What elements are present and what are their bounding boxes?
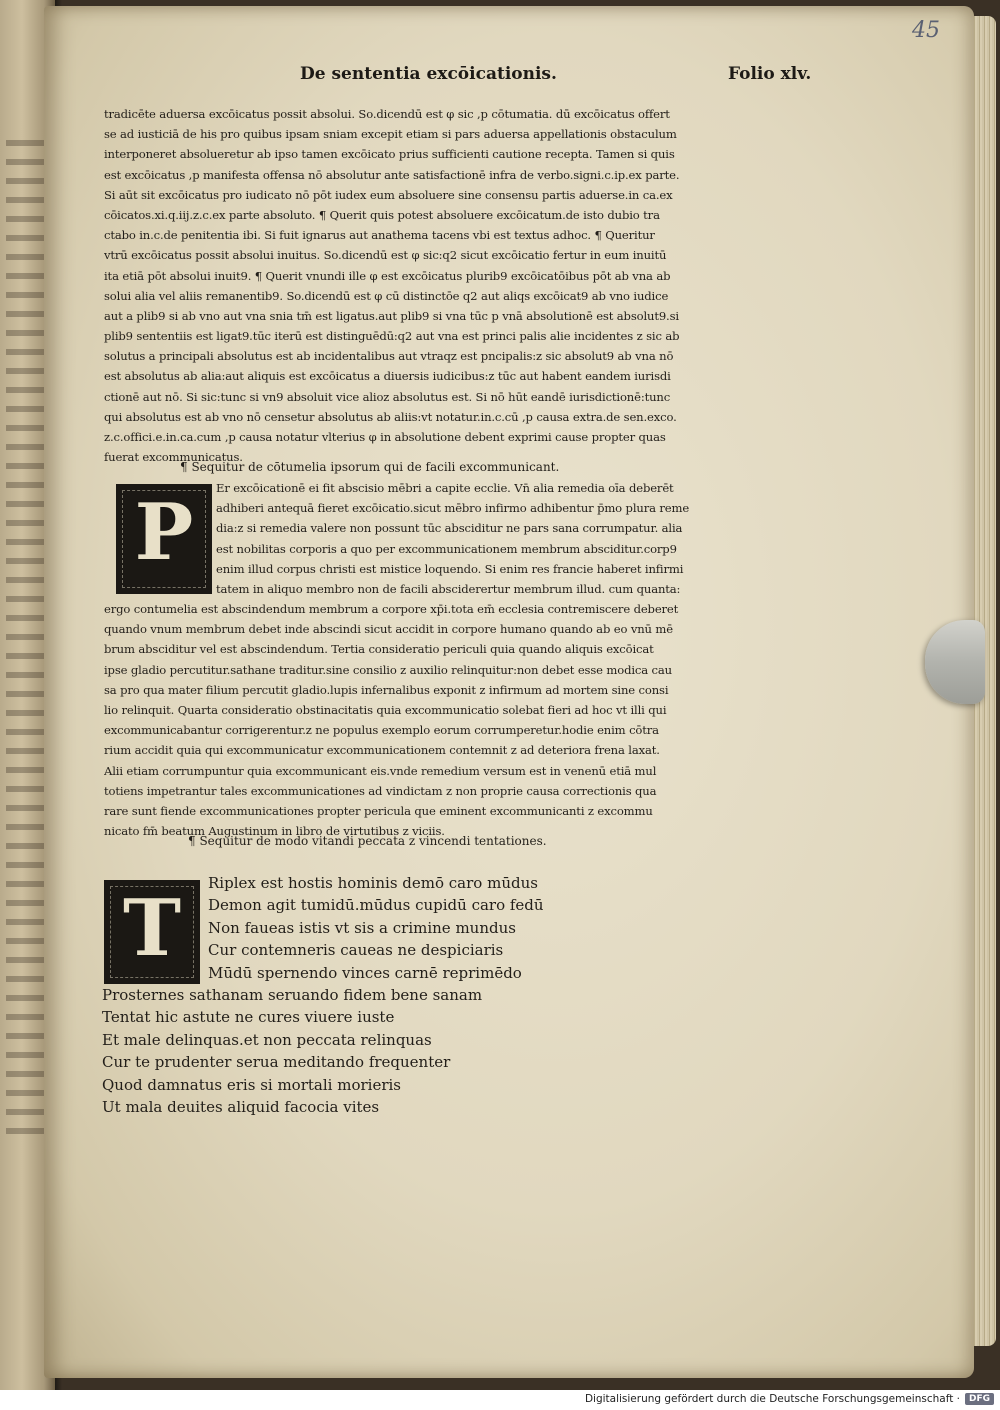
verse-line: Ut mala deuites aliquid facocia vites	[102, 1097, 380, 1116]
verse-line: Demon agit tumidū.mūdus cupidū caro fedū	[208, 896, 544, 915]
text-line: z.c.offici.e.in.ca.cum ,p causa notatur vlterius φ in absolutione debent exprimi cause propter quas	[104, 430, 666, 444]
text-line: ipse gladio percutitur.sathane traditur.sine consilio z auxilio relinquitur:non debet esse modica cau	[104, 662, 672, 677]
text-line: interponeret absolueretur ab ipso tamen excōicato prius sufficienti cautione recepta. Tamen si quis	[104, 147, 675, 162]
drop-cap-p	[116, 484, 212, 594]
digitization-credit: Digitalisierung gefördert durch die Deutsche Forschungsgemeinschaft ·	[584, 1393, 960, 1405]
paragraph-1	[104, 104, 820, 467]
text-line: rare sunt fiende excommunicationes propter pericula que eminent excommunicanti z excommu	[104, 803, 653, 818]
verse-indented	[208, 872, 728, 984]
text-line: est nobilitas corporis a quo per excommunicationem membrum absciditur.corp9	[216, 541, 677, 556]
text-line: solui alia vel aliis remanentib9. So.dicendū est φ cū distinctōe q2 aut aliqs excōicat9 ab vno iudice	[104, 288, 669, 303]
section-heading-peccata: ¶ Sequitur de modo vitandi peccata z vincendi tentationes.	[188, 834, 547, 848]
text-line: totiens impetrantur tales excommunicationes ad vindictam z non proprie causa correctionis qua	[104, 783, 657, 798]
section-heading-contumelia: ¶ Sequitur de cōtumelia ipsorum qui de facili excommunicant.	[180, 460, 560, 474]
text-line: ergo contumelia est abscindendum membrum a corpore xp̄i.tota em̄ ecclesia contremiscere deberet	[104, 602, 679, 616]
text-line: ctionē aut nō. Si sic:tunc si vn9 absoluit vice alioz absolutus est. Si nō hūt eandē iurisdictionē:tunc	[104, 389, 671, 404]
text-line: ita etiā pōt absolui inuit9. ¶ Querit vnundi ille φ est excōicatus plurib9 excōicatōibus pōt ab vna ab	[104, 268, 671, 283]
folio-label: Folio xlv.	[728, 64, 812, 84]
drop-cap-letter: T	[122, 883, 182, 974]
text-line: dia:z si remedia valere non possunt tūc absciditur ne pars sana corrumpatur. alia	[216, 521, 683, 536]
paragraph-2-indented	[216, 478, 820, 599]
text-line: cōicatos.xi.q.iij.z.c.ex parte absoluto. ¶ Querit quis potest absoluere excōicatum.de isto dubio tra	[104, 207, 660, 222]
text-line: solutus a principali absolutus est ab incidentalibus aut vtraqz est pncipalis:z sic absolut9 ab vna nō	[104, 349, 674, 364]
text-line: vtrū excōicatus possit absolui inuitus. So.dicendū est φ sic:q2 sicut excōicatio fertur in eum inuitū	[104, 248, 667, 263]
drop-cap-t	[104, 880, 200, 984]
text-line: lio relinquit. Quarta consideratio obstinacitatis quia excommunicatio solebat fieri ad hoc vt illi qui	[104, 702, 667, 717]
text-line: qui absolutus est ab vno nō censetur absolutus ab aliis:vt notatur.in.c.cū ,p causa extra.de sen.exco.	[104, 409, 677, 424]
verse-line: Non faueas istis vt sis a crimine mundus	[208, 918, 516, 937]
text-line: aut a plib9 si ab vno aut vna snia tm̄ est ligatus.aut plib9 si vna tūc p vnā absolutionē est absolut9.si	[104, 308, 679, 323]
verse-line: Cur te prudenter serua meditando frequenter	[102, 1053, 451, 1072]
text-line: adhiberi antequā fieret excōicatio.sicut mēbro infirmo adhibentur p̄mo plura reme	[216, 501, 690, 516]
text-line: ctabo in.c.de penitentia ibi. Si fuit ignarus aut anathema tacens vbi est textus adhoc. ¶ Queritur	[104, 228, 655, 243]
verse-line: Riplex est hostis hominis demō caro mūdus	[208, 874, 538, 892]
text-line: Si aūt sit excōicatus pro iudicato nō pōt iudex eum absoluere sine consensu partis aduerse.in ca.ex	[104, 187, 673, 202]
text-line: excommunicabantur corrigerentur.z ne populus exemplo eorum corrumperetur.hodie enim cōtra	[104, 723, 659, 738]
text-line: enim illud corpus christi est mistice loquendo. Si enim res francie haberet infirmi	[216, 561, 684, 576]
verse-line: Mūdū spernendo vinces carnē reprimēdo	[208, 963, 522, 982]
verse-line: Et male delinquas.et non peccata relinquas	[102, 1030, 432, 1049]
text-line: tatem in aliquo membro non de facili absciderertur membrum illud. cum quanta:	[216, 581, 681, 596]
text-line: Alii etiam corrumpuntur quia excommunicant eis.vnde remedium versum est in venenū etiā mul	[104, 763, 657, 778]
text-line: se ad iusticiā de his pro quibus ipsam sniam excepit etiam si pars aduersa appellationis obstaculum	[104, 127, 677, 142]
text-line: tradicēte aduersa excōicatus possit absolui. So.dicendū est φ sic ,p cōtumatia. dū excōicatus offert	[104, 107, 670, 121]
verse-line: Tentat hic astute ne cures viuere iuste	[102, 1008, 395, 1027]
text-line: nicato fm̄ beatum Augustinum in libro de virtutibus z viciis.	[104, 824, 445, 839]
verse-line: Prosternes sathanam seruando fidem bene sanam	[102, 986, 483, 1004]
text-line: quando vnum membrum debet inde abscindi sicut accidit in corpore humano quando ab eo vnū mē	[104, 622, 673, 637]
verse-line: Quod damnatus eris si mortali morieris	[102, 1075, 401, 1094]
text-line: fuerat excommunicatus.	[104, 450, 243, 465]
dfg-logo: DFG	[965, 1393, 994, 1405]
text-line: rium accidit quia qui excommunicatur excommunicationem contemnit z ad deteriora frena laxat.	[104, 743, 660, 758]
text-line: est absolutus ab alia:aut aliquis est excōicatus a diuersis iudicibus:z tūc aut habent eandem iurisdi	[104, 369, 671, 384]
running-head: De sententia excōicationis.	[300, 64, 557, 84]
verse-line: Cur contemneris caueas ne despiciaris	[208, 941, 504, 960]
text-line: est excōicatus ,p manifesta offensa nō absolutur ante satisfactionē infra de verbo.signi.c.ip.ex parte.	[104, 167, 680, 182]
paragraph-2-full	[104, 599, 820, 841]
drop-cap-letter: P	[134, 487, 194, 578]
text-line: plib9 sententiis est ligat9.tūc iterū est distinguēdū:q2 aut vna est princi palis alie incidentes z sic ab	[104, 329, 680, 344]
text-line: brum absciditur vel est abscindendum. Tertia consideratio periculi quia quando aliquis excōicat	[104, 642, 654, 657]
text-line: Er excōicationē ei fit abscisio mēbri a capite ecclie. Vn̄ alia remedia oīa deberēt	[216, 481, 674, 495]
handwritten-folio-number: 45	[912, 18, 940, 43]
left-page-text-ghost	[6, 140, 46, 1140]
verse-full	[102, 984, 622, 1118]
text-line: sa pro qua mater filium percutit gladio.lupis infernalibus exponit z infirmum ad mortem sine consi	[104, 682, 669, 697]
